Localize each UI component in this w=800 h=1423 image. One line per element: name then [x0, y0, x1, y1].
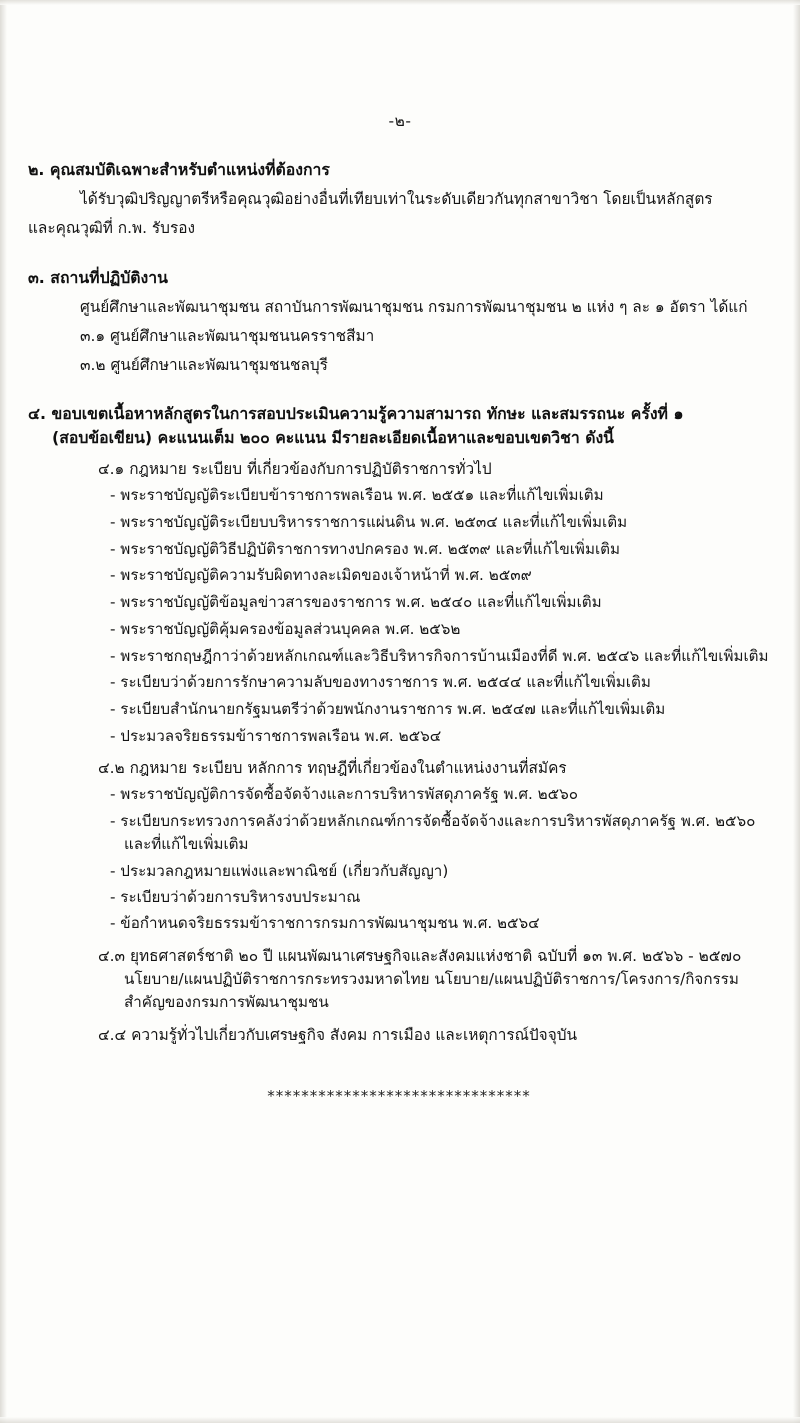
section-3-heading: ๓. สถานที่ปฏิบัติงาน — [28, 267, 168, 287]
section-4-heading — [28, 402, 770, 449]
footer-separator: ******************************* — [267, 1086, 531, 1105]
section-4-1-item: - พระราชบัญญัติคุ้มครองข้อมูลส่วนบุคคล พ.ศ. ๒๕๖๒ — [110, 619, 461, 638]
section-4-heading-line-2: (สอบข้อเขียน) คะแนนเต็ม ๒๐๐ คะแนน มีรายละเอียดเนื้อหาและขอบเขตวิชา ดังนี้ — [52, 427, 614, 447]
section-4-1-item: - พระราชบัญญัติข้อมูลข่าวสารของราชการ พ.ศ. ๒๕๔๐ และที่แก้ไขเพิ่มเติม — [110, 593, 602, 612]
section-3-item-1: ๓.๑ ศูนย์ศึกษาและพัฒนาชุมชนนครราชสีมา — [80, 327, 375, 345]
section-4-3-line-1: ๔.๓ ยุทธศาสตร์ชาติ ๒๐ ปี แผนพัฒนาเศรษฐกิจและสังคมแห่งชาติ ฉบับที่ ๑๓ พ.ศ. ๒๕๖๖ - ๒๕๗๐ — [98, 946, 742, 965]
section-4-1-item: - ระเบียบสำนักนายกรัฐมนตรีว่าด้วยพนักงานราชการ พ.ศ. ๒๕๔๗ และที่แก้ไขเพิ่มเติม — [110, 699, 666, 718]
document-body — [0, 159, 800, 1105]
section-4-2-item-continuation: และที่แก้ไขเพิ่มเติม — [124, 835, 249, 854]
section-4-1-item: - ระเบียบว่าด้วยการรักษาความลับของทางราชการ พ.ศ. ๒๕๔๔ และที่แก้ไขเพิ่มเติม — [110, 673, 651, 692]
section-4-2-item: - ระเบียบว่าด้วยการบริหารงบประมาณ — [110, 888, 361, 907]
section-4-2-item: - พระราชบัญญัติการจัดซื้อจัดจ้างและการบริหารพัสดุภาครัฐ พ.ศ. ๒๕๖๐ — [110, 785, 579, 804]
page-number: -๒- — [388, 112, 412, 130]
section-4-1-item: - พระราชบัญญัติระเบียบบริหารราชการแผ่นดิน พ.ศ. ๒๕๓๔ และที่แก้ไขเพิ่มเติม — [110, 513, 628, 531]
section-4-2-item: - ประมวลกฎหมายแพ่งและพาณิชย์ (เกี่ยวกับสัญญา) — [110, 861, 449, 880]
section-4-1-item: - พระราชบัญญัติระเบียบข้าราชการพลเรือน พ.ศ. ๒๕๕๑ และที่แก้ไขเพิ่มเติม — [110, 486, 604, 505]
section-4-1-item: - พระราชกฤษฎีกาว่าด้วยหลักเกณฑ์และวิธีบริหารกิจการบ้านเมืองที่ดี พ.ศ. ๒๕๔๖ และที่แก้ไขเพิ่มเติม — [110, 646, 769, 665]
section-4-4-line-1: ๔.๔ ความรู้ทั่วไปเกี่ยวกับเศรษฐกิจ สังคม การเมือง และเหตุการณ์ปัจจุบัน — [98, 1025, 578, 1044]
section-3-paragraph: ศูนย์ศึกษาและพัฒนาชุมชน สถาบันการพัฒนาชุมชน กรมการพัฒนาชุมชน ๒ แห่ง ๆ ละ ๑ อัตรา ได้แก่ — [80, 297, 748, 316]
section-4-1-item: - พระราชบัญญัติความรับผิดทางละเมิดของเจ้าหน้าที่ พ.ศ. ๒๕๓๙ — [110, 566, 532, 585]
section-3-item-2: ๓.๒ ศูนย์ศึกษาและพัฒนาชุมชนชลบุรี — [80, 356, 328, 375]
section-4-1-title: ๔.๑ กฎหมาย ระเบียบ ที่เกี่ยวข้องกับการปฏิบัติราชการทั่วไป — [98, 460, 492, 479]
scan-edge-bottom — [0, 1417, 800, 1423]
section-2-paragraph-line-2: และคุณวุฒิที่ ก.พ. รับรอง — [28, 219, 195, 238]
section-4-2-title: ๔.๒ กฎหมาย ระเบียบ หลักการ ทฤษฎีที่เกี่ยวข้องในตำแหน่งงานที่สมัคร — [98, 759, 567, 778]
section-4-heading-line-1: ๔. ขอบเขตเนื้อหาหลักสูตรในการสอบประเมินความรู้ความสามารถ ทักษะ และสมรรถนะ ครั้งที่ ๑ — [28, 403, 684, 423]
section-4-1-item: - ประมวลจริยธรรมข้าราชการพลเรือน พ.ศ. ๒๕๖๔ — [110, 726, 442, 745]
section-4-2-item: - ระเบียบกระทรวงการคลังว่าด้วยหลักเกณฑ์การจัดซื้อจัดจ้างและการบริหารพัสดุภาครัฐ พ.ศ. ๒๕๖๐ — [110, 811, 756, 830]
section-4-1-item: - พระราชบัญญัติวิธีปฏิบัติราชการทางปกครอง พ.ศ. ๒๕๓๙ และที่แก้ไขเพิ่มเติม — [110, 539, 621, 558]
section-4-3-line-2: นโยบาย/แผนปฏิบัติราชการกระทรวงมหาดไทย นโยบาย/แผนปฏิบัติราชการ/โครงการ/กิจกรรม — [124, 969, 739, 988]
section-2-paragraph-line-1: ได้รับวุฒิปริญญาตรีหรือคุณวุฒิอย่างอื่นที่เทียบเท่าในระดับเดียวกันทุกสาขาวิชา โดยเป็นหลักสูตร — [80, 189, 713, 208]
section-2-heading: ๒. คุณสมบัติเฉพาะสำหรับตำแหน่งที่ต้องการ — [28, 160, 330, 179]
section-4-3-line-3: สำคัญของกรมการพัฒนาชุมชน — [124, 993, 329, 1012]
section-4-2-item: - ข้อกำหนดจริยธรรมข้าราชการกรมการพัฒนาชุมชน พ.ศ. ๒๕๖๔ — [110, 914, 540, 933]
